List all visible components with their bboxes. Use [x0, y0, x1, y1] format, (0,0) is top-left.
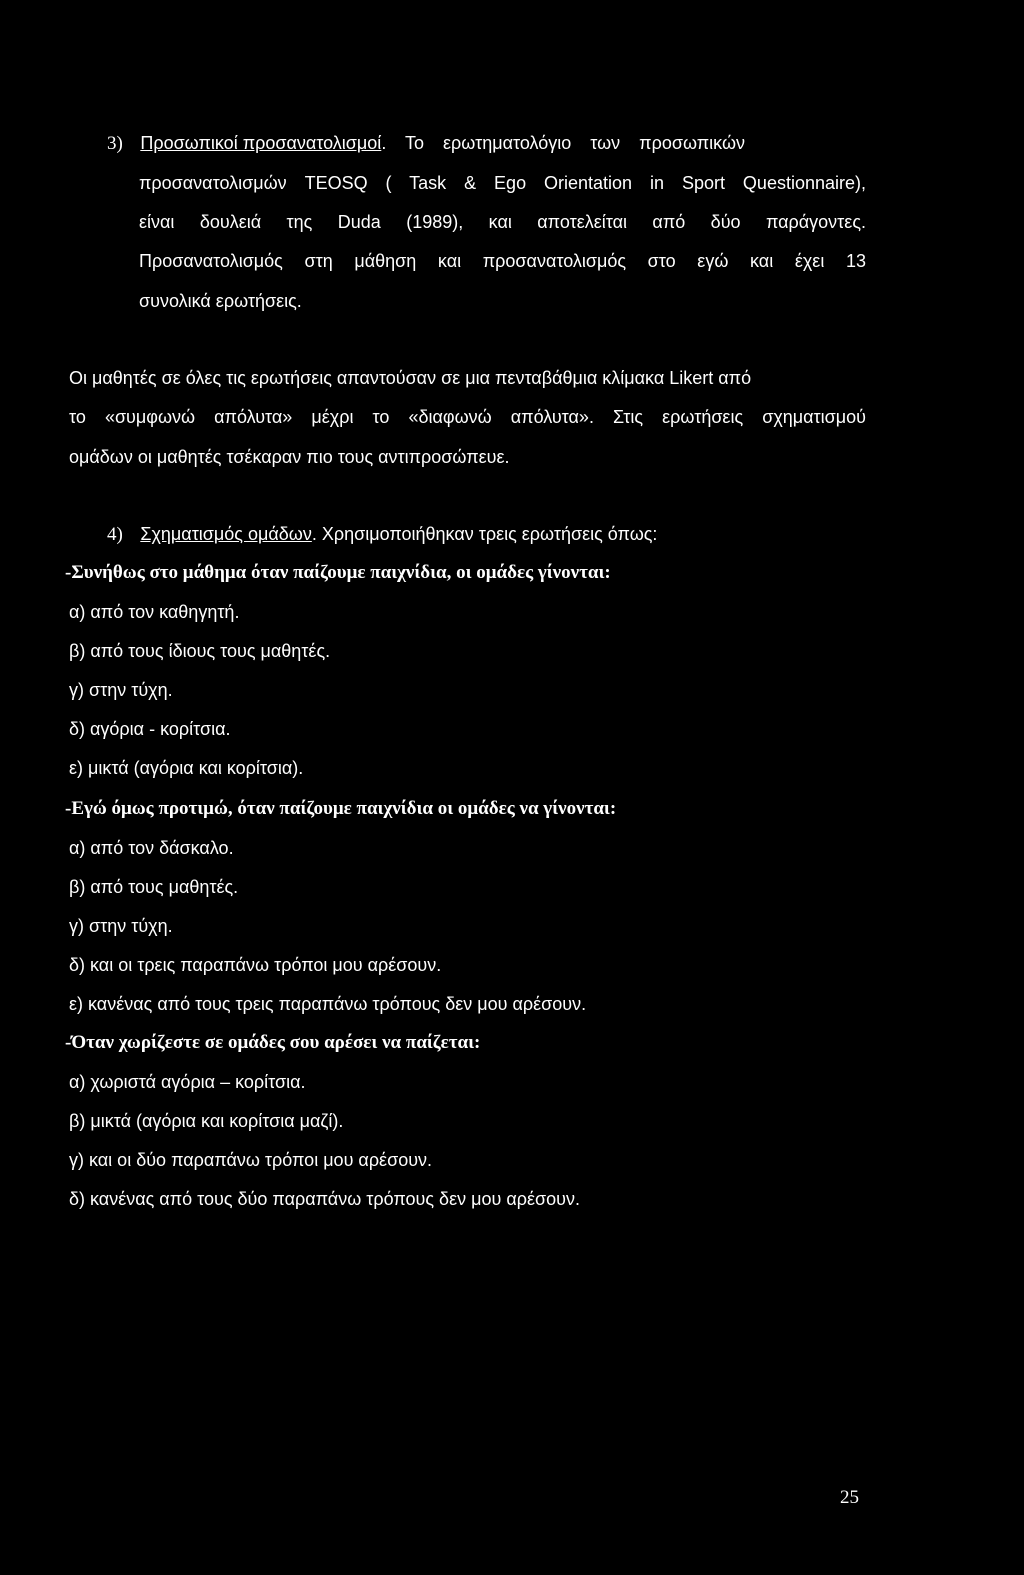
question-1-option-a: α) από τον καθηγητή.: [69, 602, 240, 622]
question-3-option-b: β) μικτά (αγόρια και κορίτσια μαζί).: [69, 1111, 344, 1131]
question-2-title: -Εγώ όμως προτιμώ, όταν παίζουμε παιχνίδια οι ομάδες να γίνονται:: [65, 798, 617, 819]
question-2-option-d: δ) και οι τρεις παραπάνω τρόποι μου αρέσουν.: [69, 955, 442, 975]
page-number: 25: [840, 1487, 859, 1508]
section-3-line-4: Προσανατολισμός στη μάθηση και προσανατολισμός στο εγώ και έχει 13: [139, 251, 866, 271]
section-3-line-1: [107, 131, 745, 156]
question-3-option-a: α) χωριστά αγόρια – κορίτσια.: [69, 1072, 306, 1092]
section-3-number: 3): [107, 133, 123, 154]
section-4-number: 4): [107, 524, 123, 545]
section-3-line-5: συνολικά ερωτήσεις.: [139, 291, 302, 311]
question-1-option-d: δ) αγόρια - κορίτσια.: [69, 719, 231, 739]
section-3-line-1-text: . Το ερωτηματολόγιο των προσωπικών: [381, 133, 745, 153]
question-1-title: -Συνήθως στο μάθημα όταν παίζουμε παιχνίδια, οι ομάδες γίνονται:: [65, 562, 611, 583]
likert-line-3: ομάδων οι μαθητές τσέκαραν πιο τους αντιπροσώπευε.: [69, 447, 510, 467]
likert-line-2: το «συμφωνώ απόλυτα» μέχρι το «διαφωνώ απόλυτα». Στις ερωτήσεις σχηματισμού: [69, 407, 866, 427]
question-1-option-c: γ) στην τύχη.: [69, 680, 173, 700]
question-2-option-b: β) από τους μαθητές.: [69, 877, 239, 897]
section-4-heading: Σχηματισμός ομάδων: [140, 524, 312, 544]
question-2-option-a: α) από τον δάσκαλο.: [69, 838, 234, 858]
question-1-option-b: β) από τους ίδιους τους μαθητές.: [69, 641, 331, 661]
section-4-line: [107, 522, 657, 547]
likert-line-1: Οι μαθητές σε όλες τις ερωτήσεις απαντούσαν σε μια πενταβάθμια κλίμακα Likert από: [69, 368, 752, 388]
question-3-option-d: δ) κανένας από τους δύο παραπάνω τρόπους δεν μου αρέσουν.: [69, 1189, 580, 1209]
section-3-heading: Προσωπικοί προσανατολισμοί: [140, 133, 382, 153]
question-2-option-c: γ) στην τύχη.: [69, 916, 173, 936]
section-4-text: . Χρησιμοποιήθηκαν τρεις ερωτήσεις όπως:: [311, 524, 658, 544]
question-1-option-e: ε) μικτά (αγόρια και κορίτσια).: [69, 758, 304, 778]
question-3-title: -Όταν χωρίζεστε σε ομάδες σου αρέσει να παίζεται:: [65, 1032, 481, 1053]
question-2-option-e: ε) κανένας από τους τρεις παραπάνω τρόπους δεν μου αρέσουν.: [69, 994, 587, 1014]
section-3-line-2: προσανατολισμών TEOSQ ( Task & Ego Orientation in Sport Questionnaire),: [139, 173, 866, 193]
question-3-option-c: γ) και οι δύο παραπάνω τρόποι μου αρέσουν.: [69, 1150, 433, 1170]
section-3-line-3: είναι δουλειά της Duda (1989), και αποτελείται από δύο παράγοντες.: [139, 212, 866, 232]
